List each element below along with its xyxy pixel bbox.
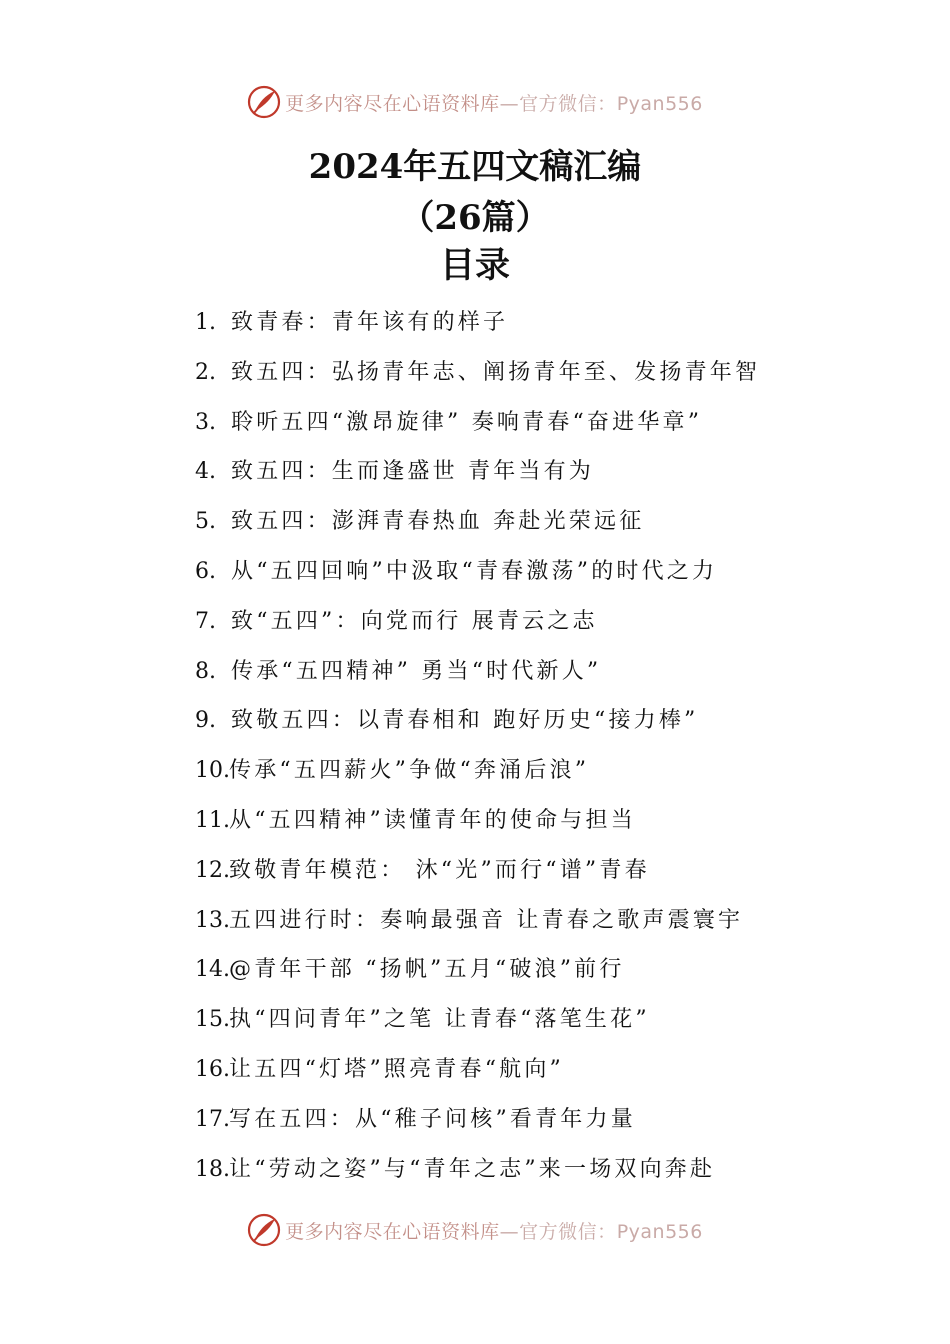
toc-item-number: 1. <box>195 310 216 335</box>
toc-item[interactable] <box>195 447 760 497</box>
toc-item[interactable] <box>195 945 760 995</box>
toc-item-number: 3. <box>195 409 216 435</box>
toc-item[interactable] <box>195 995 760 1045</box>
footer-watermark <box>0 1210 950 1250</box>
toc-item-number: 18. <box>195 1156 230 1182</box>
toc-item-title: 让“劳动之姿”与“青年之志”来一场双向奔赴 <box>229 1156 716 1182</box>
toc-item[interactable] <box>195 298 760 348</box>
table-of-contents <box>195 298 760 1194</box>
toc-item-title: 聆听五四“激昂旋律” 奏响青春“奋进华章” <box>231 409 703 435</box>
toc-item[interactable] <box>195 1095 760 1145</box>
toc-item-number: 10. <box>195 758 230 784</box>
toc-item-number: 7. <box>195 608 216 634</box>
document-title: 2024年五四文稿汇编 <box>308 147 642 187</box>
toc-item[interactable] <box>195 796 760 846</box>
toc-item-number: 4. <box>195 459 216 485</box>
toc-item[interactable] <box>195 1145 760 1195</box>
toc-item[interactable] <box>195 597 760 647</box>
toc-item-title: 致敬五四：以青春相和 跑好历史“接力棒” <box>231 708 699 734</box>
toc-item[interactable] <box>195 497 760 547</box>
document-subtitle: （26篇） <box>400 198 550 238</box>
quill-logo-icon <box>247 1213 281 1247</box>
toc-item-title: 传承“五四薪火”争做“奔涌后浪” <box>229 758 590 784</box>
toc-item-number: 5. <box>195 509 216 535</box>
toc-item-title: 传承“五四精神” 勇当“时代新人” <box>231 658 602 684</box>
toc-item[interactable] <box>195 398 760 448</box>
toc-item[interactable] <box>195 1045 760 1095</box>
toc-item[interactable] <box>195 696 760 746</box>
toc-item-title: 从“五四回响”中汲取“青春激荡”的时代之力 <box>231 558 718 584</box>
toc-item-title: 致敬青年模范： 沐“光”而行“谱”青春 <box>229 857 650 883</box>
toc-item-title: 致五四：弘扬青年志、阐扬青年至、发扬青年智 <box>231 359 761 385</box>
toc-item-number: 12. <box>195 857 230 883</box>
toc-heading: 目录 <box>439 245 510 286</box>
toc-item[interactable] <box>195 647 760 697</box>
toc-item-number: 11. <box>195 807 230 833</box>
toc-item-title: 写在五四：从“稚子问核”看青年力量 <box>229 1106 636 1132</box>
toc-item-title: 致“五四”：向党而行 展青云之志 <box>231 608 598 634</box>
toc-item[interactable] <box>195 896 760 946</box>
toc-item-number: 15. <box>195 1007 230 1033</box>
quill-logo-icon <box>247 85 281 119</box>
toc-item-number: 6. <box>195 558 216 584</box>
header-watermark <box>0 82 950 122</box>
toc-item[interactable] <box>195 746 760 796</box>
toc-item-title: 致五四：澎湃青春热血 奔赴光荣远征 <box>231 509 645 535</box>
toc-item[interactable] <box>195 846 760 896</box>
toc-item-title: 从“五四精神”读懂青年的使命与担当 <box>229 807 636 833</box>
toc-item-number: 17. <box>195 1106 230 1132</box>
toc-item-title: 执“四问青年”之笔 让青春“落笔生花” <box>229 1007 650 1033</box>
toc-item-number: 8. <box>195 658 216 684</box>
toc-item-title: 致五四：生而逢盛世 青年当有为 <box>231 459 594 485</box>
toc-item-title: @青年干部 “扬帆”五月“破浪”前行 <box>229 957 625 983</box>
toc-item-number: 13. <box>195 907 230 933</box>
watermark-text: 更多内容尽在心语资料库—官方微信：Pyan556 <box>285 92 703 115</box>
toc-item-title: 致青春：青年该有的样子 <box>231 310 509 335</box>
toc-item-number: 9. <box>195 708 216 734</box>
toc-item-number: 2. <box>195 359 216 385</box>
toc-item[interactable] <box>195 348 760 398</box>
toc-item-number: 14. <box>195 957 230 983</box>
toc-item-title: 让五四“灯塔”照亮青春“航向” <box>229 1056 564 1082</box>
toc-item[interactable] <box>195 547 760 597</box>
watermark-text: 更多内容尽在心语资料库—官方微信：Pyan556 <box>285 1220 703 1243</box>
toc-item-title: 五四进行时：奏响最强音 让青春之歌声震寰宇 <box>229 907 744 933</box>
toc-item-number: 16. <box>195 1056 230 1082</box>
